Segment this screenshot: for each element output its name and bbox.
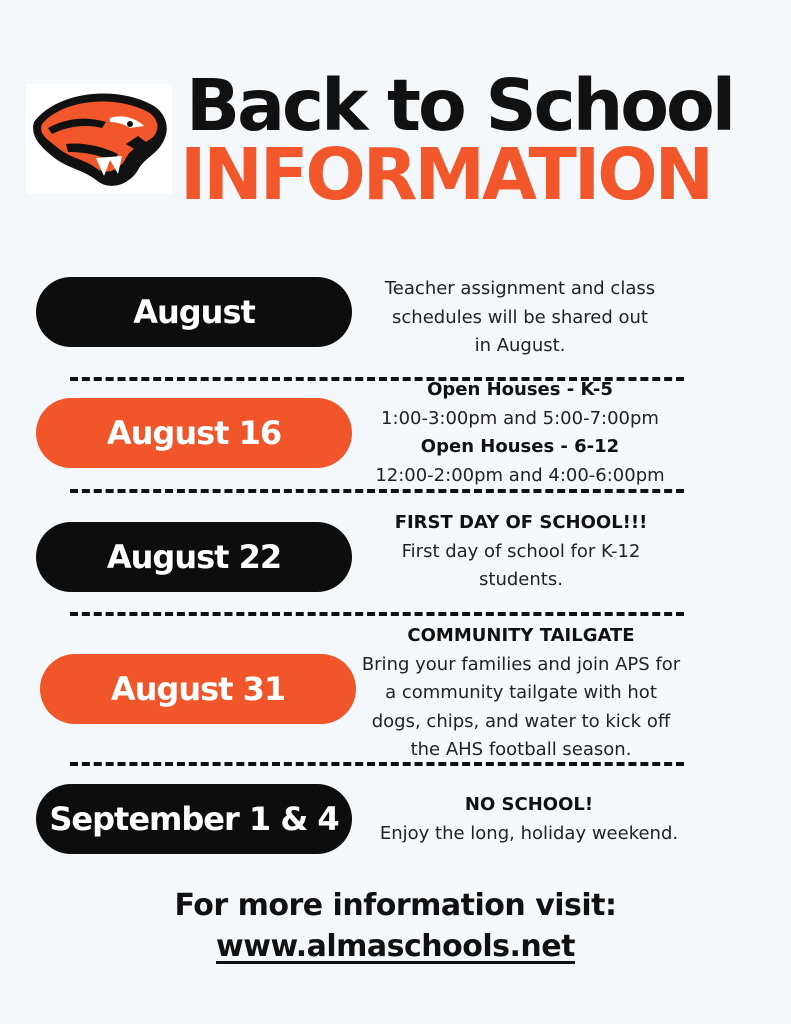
page-title-line2: INFORMATION [180, 133, 712, 216]
open-houses-6-12-heading: Open Houses - 6-12 [420, 436, 620, 457]
event-description-august-22 [360, 509, 682, 595]
panther-mascot-icon [26, 84, 172, 194]
date-pill-september-1-4: September 1 & 4 [36, 784, 352, 854]
description-line: First day of school for K-12 [401, 540, 641, 562]
description-line: a community tailgate with hot [385, 682, 657, 703]
date-pill-august-31: August 31 [40, 654, 356, 724]
dashed-divider [70, 762, 684, 766]
date-pill-august: August [36, 277, 352, 347]
page-title-line1: Back to School [186, 64, 734, 147]
description-line: 1:00-3:00pm and 5:00-7:00pm [381, 407, 659, 429]
description-line: 12:00-2:00pm and 4:00-6:00pm [375, 464, 665, 486]
community-tailgate-heading: COMMUNITY TAILGATE [407, 625, 635, 646]
more-info-label: For more information visit: [174, 888, 617, 923]
no-school-heading: NO SCHOOL! [464, 794, 594, 815]
date-pill-august-16: August 16 [36, 398, 352, 468]
first-day-heading: FIRST DAY OF SCHOOL!!! [394, 512, 648, 533]
description-line: Bring your families and join APS for [361, 653, 681, 675]
event-description-august-31 [356, 622, 686, 765]
dashed-divider [70, 612, 684, 616]
event-description-september [370, 791, 688, 848]
description-line: Teacher assignment and class [384, 278, 656, 299]
dashed-divider [70, 489, 684, 493]
description-line: dogs, chips, and water to kick off [371, 710, 671, 732]
description-line: in August. [474, 335, 566, 356]
date-pill-august-22: August 22 [36, 522, 352, 592]
panther-mascot-logo [26, 84, 172, 194]
description-line: the AHS football season. [410, 739, 632, 760]
description-line: Enjoy the long, holiday weekend. [379, 822, 679, 844]
event-description-august [360, 275, 680, 361]
description-line: students. [479, 569, 563, 590]
school-website-link[interactable]: www.almaschools.net [216, 929, 575, 964]
event-description-august-16 [358, 376, 682, 490]
description-line: schedules will be shared out [392, 306, 648, 328]
open-houses-k5-heading: Open Houses - K-5 [427, 379, 613, 400]
